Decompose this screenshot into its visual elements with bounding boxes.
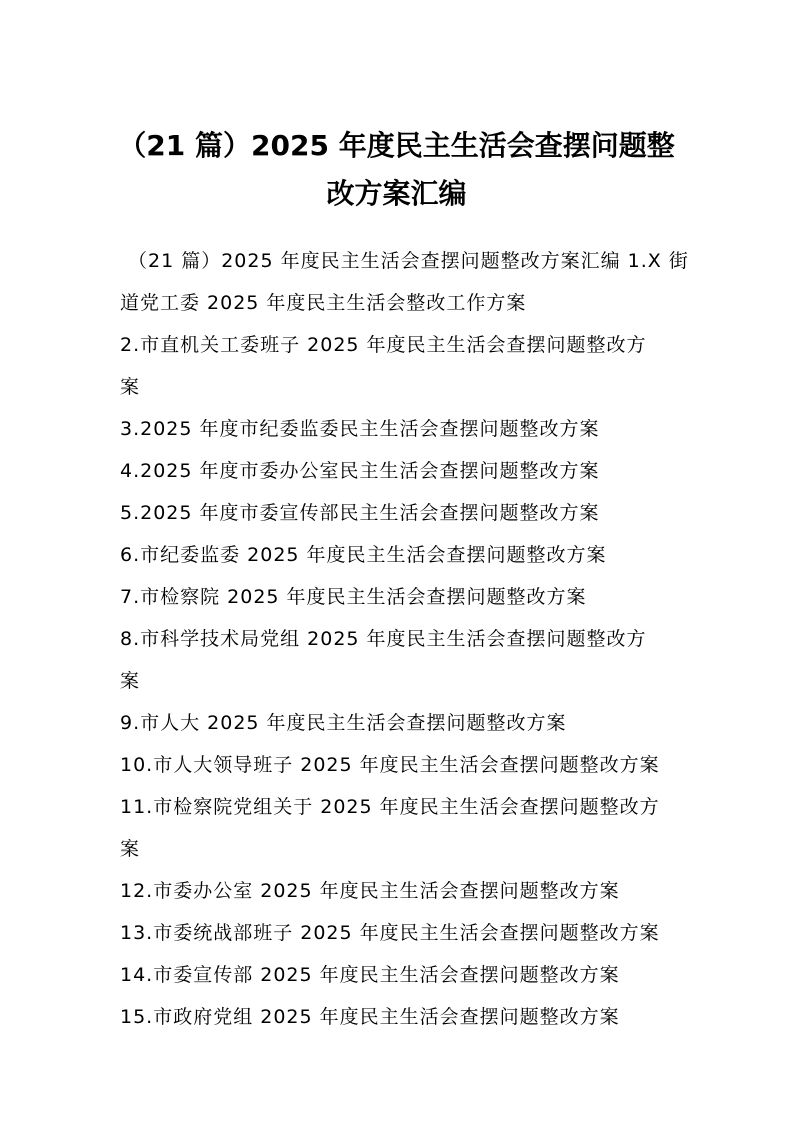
body-line: 14.市委宣传部 2025 年度民主生活会查摆问题整改方案 <box>120 964 620 986</box>
body-line: 8.市科学技术局党组 2025 年度民主生活会查摆问题整改方 <box>120 628 647 650</box>
document-title-line-2: 改方案汇编 <box>326 177 467 210</box>
body-line: 道党工委 2025 年度民主生活会整改工作方案 <box>120 292 527 314</box>
body-line: 5.2025 年度市委宣传部民主生活会查摆问题整改方案 <box>120 502 600 524</box>
body-line: 2.市直机关工委班子 2025 年度民主生活会查摆问题整改方 <box>120 334 647 356</box>
body-line: 6.市纪委监委 2025 年度民主生活会查摆问题整改方案 <box>120 544 607 566</box>
body-line: 7.市检察院 2025 年度民主生活会查摆问题整改方案 <box>120 586 587 608</box>
body-line: 10.市人大领导班子 2025 年度民主生活会查摆问题整改方案 <box>120 754 660 776</box>
body-line: 案 <box>120 376 141 398</box>
body-line: 3.2025 年度市纪委监委民主生活会查摆问题整改方案 <box>120 418 600 440</box>
document-title-line-1: （21 篇）2025 年度民主生活会查摆问题整 <box>118 129 675 162</box>
body-line: 15.市政府党组 2025 年度民主生活会查摆问题整改方案 <box>120 1006 620 1028</box>
body-line: 4.2025 年度市委办公室民主生活会查摆问题整改方案 <box>120 460 600 482</box>
body-line: 11.市检察院党组关于 2025 年度民主生活会查摆问题整改方 <box>120 796 660 818</box>
body-line: （21 篇）2025 年度民主生活会查摆问题整改方案汇编 1.X 街 <box>128 250 689 272</box>
body-line: 13.市委统战部班子 2025 年度民主生活会查摆问题整改方案 <box>120 922 660 944</box>
body-line: 12.市委办公室 2025 年度民主生活会查摆问题整改方案 <box>120 880 620 902</box>
body-line: 9.市人大 2025 年度民主生活会查摆问题整改方案 <box>120 712 567 734</box>
body-line: 案 <box>120 838 141 860</box>
body-line: 案 <box>120 670 141 692</box>
